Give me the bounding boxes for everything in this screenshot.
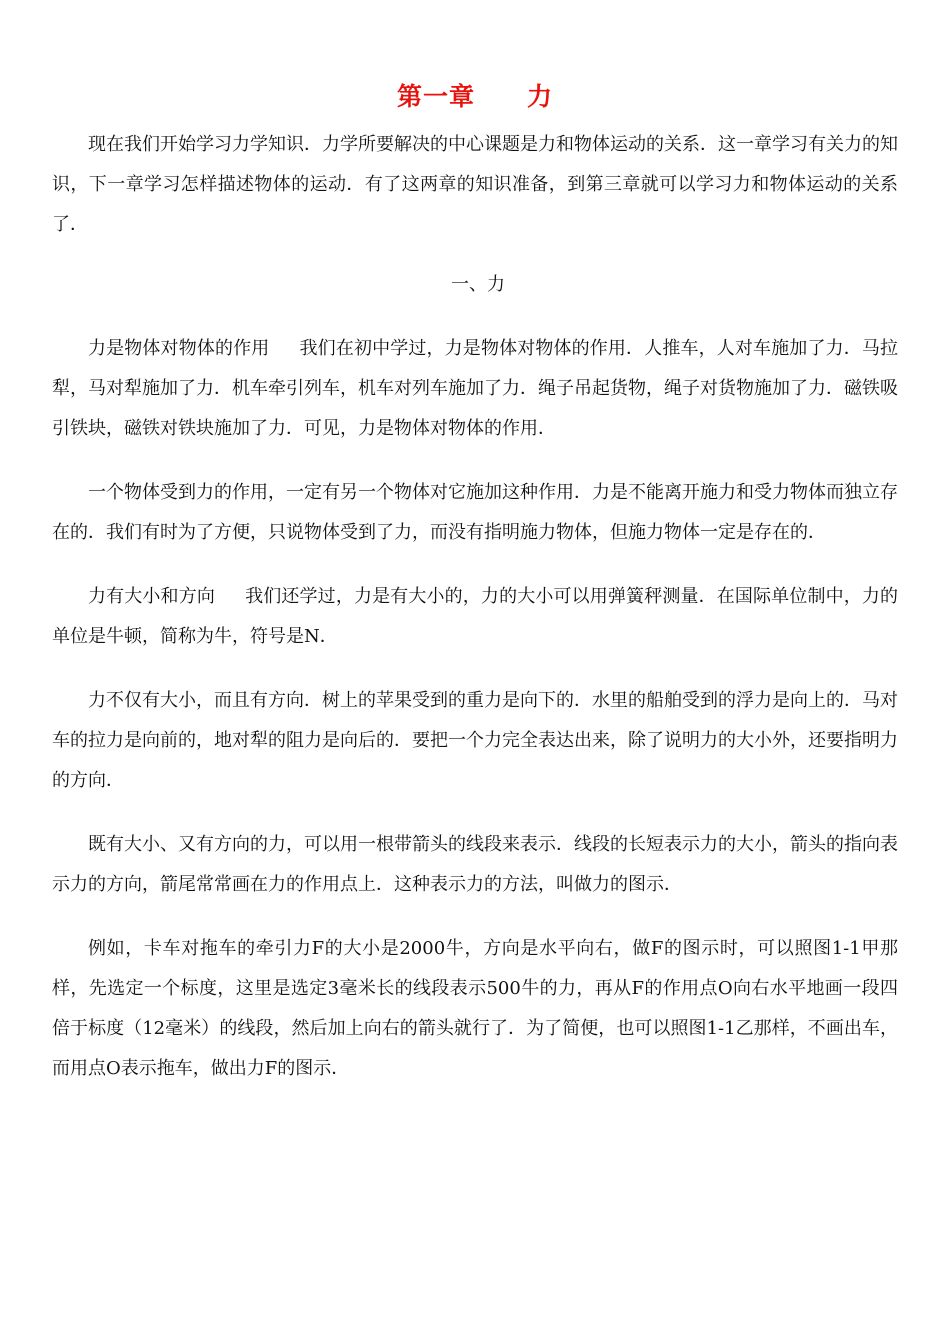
paragraph-text: 我们还学过，力是有大小的，力的大小可以用弹簧秤测量．在国际单位制中，力的单位是牛顿，简称为牛，符号是N． [52, 586, 899, 647]
paragraph-text: 例如，卡车对拖车的牵引力F的大小是2000牛，方向是水平向右，做F的图示时，可以照图1-1甲那样，先选定一个标度，这里是选定3毫米长的线段表示500牛的力，再从F的作用点O向右水平地画一段四倍于标度（12毫米）的线段，然后加上向右的箭头就行了．为了简便，也可以照图1-1乙那样，不画出车，而用点O表示拖车，做出力F的图示． [52, 938, 898, 1079]
document-page [52, 78, 898, 1089]
paragraph-force-magnitude [52, 577, 898, 657]
paragraph-text: 一个物体受到力的作用，一定有另一个物体对它施加这种作用．力是不能离开施力和受力物体而独立存在的．我们有时为了方便，只说物体受到了力，而没有指明施力物体，但施力物体一定是存在的． [52, 482, 898, 543]
paragraph-text: 力不仅有大小，而且有方向．树上的苹果受到的重力是向下的．水里的船舶受到的浮力是向上的．马对车的拉力是向前的，地对犁的阻力是向后的．要把一个力完全表达出来，除了说明力的大小外，还要指明力的方向． [52, 690, 898, 791]
paragraph-force-source [52, 473, 898, 553]
paragraph-text: 我们在初中学过，力是物体对物体的作用．人推车，人对车施加了力．马拉犁，马对犁施加了力．机车牵引列车，机车对列车施加了力．绳子吊起货物，绳子对货物施加了力．磁铁吸引铁块，磁铁对铁块施加了力．可见，力是物体对物体的作用． [52, 338, 899, 439]
paragraph-text: 既有大小、又有方向的力，可以用一根带箭头的线段来表示．线段的长短表示力的大小，箭头的指向表示力的方向，箭尾常常画在力的作用点上．这种表示力的方法，叫做力的图示． [52, 834, 898, 895]
chapter-title: 第一章 力 [396, 82, 553, 111]
paragraph-force-diagram [52, 825, 898, 905]
paragraph-force-example [52, 929, 898, 1089]
paragraph-lead: 力有大小和方向 [88, 586, 215, 607]
intro-paragraph: 现在我们开始学习力学知识．力学所要解决的中心课题是力和物体运动的关系．这一章学习有关力的知识，下一章学习怎样描述物体的运动．有了这两章的知识准备，到第三章就可以学习力和物体运动的关系了． [52, 134, 898, 235]
paragraph-force-interaction [52, 329, 898, 449]
paragraph-force-direction [52, 681, 898, 801]
paragraph-lead: 力是物体对物体的作用 [88, 338, 270, 359]
section-title: 一、力 [451, 274, 505, 295]
